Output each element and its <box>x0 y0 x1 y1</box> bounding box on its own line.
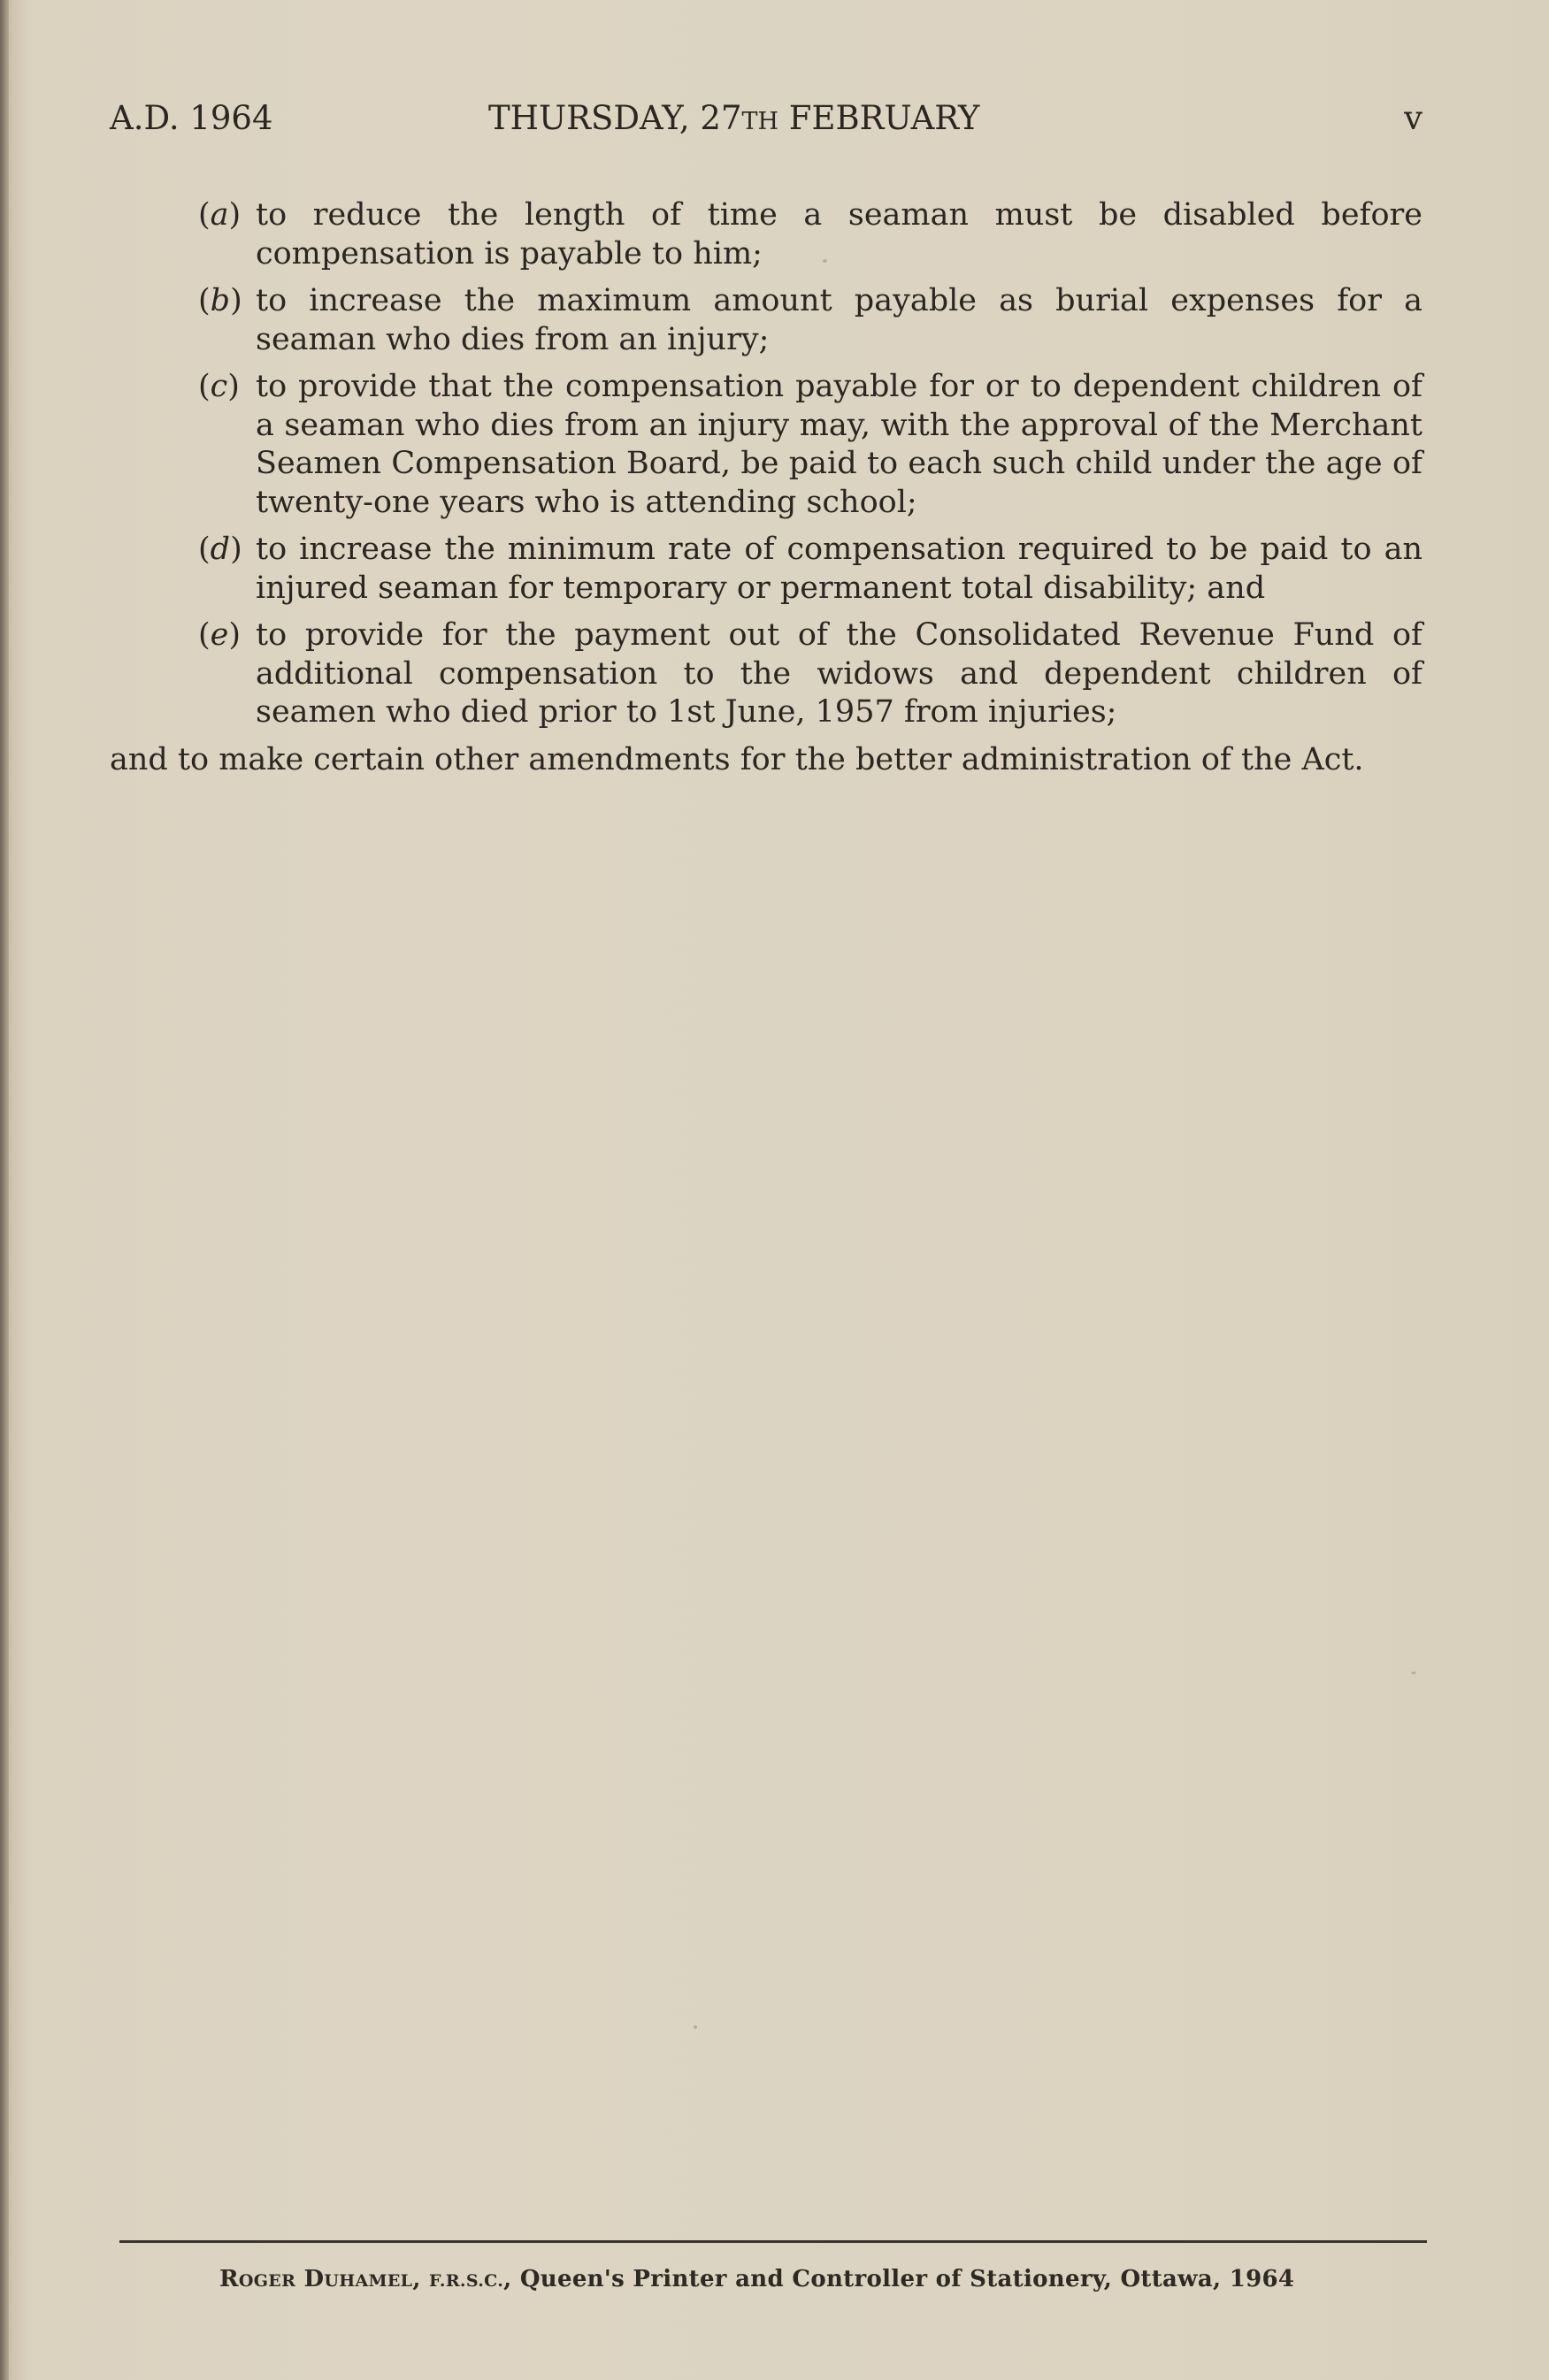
item-letter: d <box>210 532 231 567</box>
item-text: to increase the minimum rate of compensation required to be paid to an injured seaman for temporary or permanent total disability; and <box>256 532 1422 606</box>
closing-paragraph: and to make certain other amendments for the better administration of the Act. <box>110 741 1364 777</box>
list-item <box>110 368 1422 522</box>
printer-imprint: ROGER DUHAMEL, F.R.S.C., Queen's Printer and Controller of Stationery, Ottawa, 1964 <box>219 2266 1295 2292</box>
paper-speck <box>694 2025 697 2029</box>
header-page-number: v <box>1404 99 1422 137</box>
amendment-list <box>110 196 1422 779</box>
running-header <box>110 99 1422 152</box>
header-date-suffix: FEBRUARY <box>778 99 980 137</box>
header-date-ordinal: TH <box>741 108 779 135</box>
printer-first-rest: OGER <box>238 2271 296 2291</box>
footer-rule <box>119 2240 1427 2243</box>
header-date-prefix: THURSDAY, 27 <box>488 99 742 137</box>
item-label: (a) <box>198 197 242 233</box>
item-label: (b) <box>198 283 242 318</box>
printer-title: Queen's Printer and Controller of Stationery, Ottawa, 1964 <box>519 2266 1295 2292</box>
item-label: (c) <box>198 369 240 404</box>
item-text: to increase the maximum amount payable as burial expenses for a seaman who dies from an injury; <box>256 283 1422 357</box>
item-label: (e) <box>198 617 242 653</box>
item-letter: a <box>210 197 229 233</box>
item-text: to reduce the length of time a seaman must be disabled before compensation is payable to him; <box>256 197 1422 272</box>
list-item <box>110 616 1422 732</box>
header-date <box>488 99 979 137</box>
printer-first-initial: R <box>219 2266 239 2292</box>
list-item <box>110 531 1422 608</box>
printer-last-rest: UHAMEL <box>324 2271 413 2291</box>
item-letter: e <box>210 617 229 653</box>
list-item <box>110 282 1422 359</box>
item-text: to provide for the payment out of the Consolidated Revenue Fund of additional compensation to the widows and dependent children of seamen who died prior to 1st June, 1957 from injuries; <box>256 617 1422 730</box>
printer-last-initial: D <box>303 2266 325 2292</box>
list-item <box>110 196 1422 273</box>
item-text: to provide that the compensation payable for or to dependent children of a seaman who dies from an injury may, with the approval of the Merchant Seamen Compensation Board, be paid to each such child under the age of twenty-one years who is attending school; <box>256 369 1422 520</box>
header-year: A.D. 1964 <box>110 99 273 137</box>
printer-credentials: F.R.S.C. <box>429 2271 504 2291</box>
item-letter: c <box>210 369 228 404</box>
item-letter: b <box>210 283 231 318</box>
page-binding-edge <box>0 0 9 2380</box>
paper-speck <box>1411 1672 1416 1674</box>
item-label: (d) <box>198 532 242 567</box>
